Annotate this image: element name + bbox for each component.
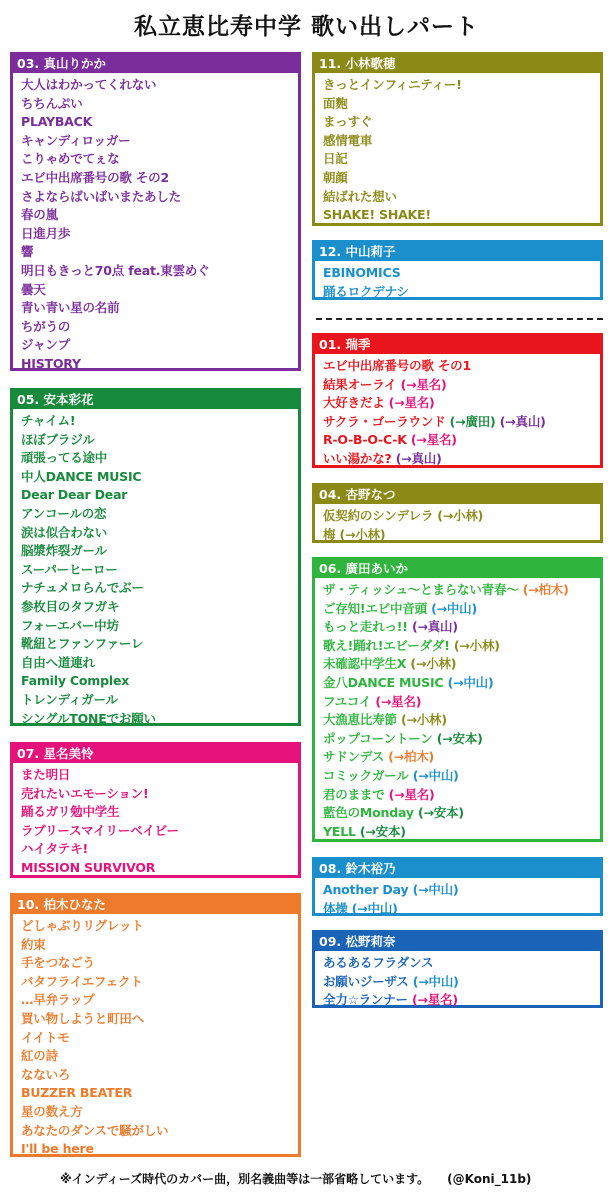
- member-header: 04. 杏野なつ: [315, 486, 600, 504]
- song-title: ラブリースマイリーベイビー: [21, 822, 179, 838]
- member-box-mirei: [10, 742, 301, 878]
- handover-ref: (→中山): [412, 882, 459, 897]
- handover-ref: (→真山): [411, 619, 458, 635]
- member-box-kaho: [312, 52, 603, 226]
- song-title: こりゃめでてぇな: [21, 151, 120, 167]
- handover-ref: (→星名): [411, 992, 458, 1008]
- song-item: [323, 823, 600, 842]
- song-title: 約束: [21, 936, 46, 952]
- song-title: 明日もきっと70点 feat.東雲めぐ: [21, 262, 210, 278]
- song-item: [21, 859, 298, 878]
- song-item: [21, 1140, 298, 1159]
- song-title: 響: [21, 244, 34, 260]
- song-title: 体操: [323, 900, 348, 916]
- song-item: [21, 822, 298, 841]
- song-title: ほぼブラジル: [21, 431, 95, 447]
- member-box-maayama: [10, 52, 301, 371]
- song-title: MISSION SURVIVOR: [21, 859, 156, 875]
- song-title: 結果オーライ: [323, 376, 397, 392]
- song-title: 金八DANCE MUSIC: [323, 674, 444, 690]
- song-title: 仮契約のシンデレラ: [323, 508, 434, 523]
- song-title: 大人はわかってくれない: [21, 77, 157, 92]
- song-title: チャイム!: [21, 413, 76, 428]
- song-title: HISTORY: [21, 355, 81, 371]
- song-item: [21, 281, 298, 300]
- member-box-mizuki: [312, 333, 603, 468]
- member-header: 07. 星名美怜: [13, 745, 298, 763]
- member-box-riko: [312, 240, 603, 300]
- handover-ref: (→小林): [453, 637, 500, 653]
- song-title: イイトモ: [21, 1029, 70, 1045]
- song-item: [21, 1122, 298, 1141]
- song-title: 感情電車: [323, 132, 373, 148]
- member-box-yuno: [312, 857, 603, 916]
- song-title: 全力☆ランナー: [323, 992, 408, 1008]
- member-header: 09. 松野莉奈: [315, 933, 600, 951]
- handover-ref: (→星名): [388, 786, 435, 802]
- handover-ref: (→真山): [499, 413, 546, 429]
- song-item: [21, 95, 298, 114]
- handover-ref: (→安本): [417, 805, 464, 821]
- member-header: 03. 真山りかか: [13, 55, 298, 73]
- song-title: フユコイ: [323, 693, 372, 709]
- song-item: [323, 206, 600, 225]
- song-item: [21, 505, 298, 524]
- handover-ref: (→星名): [410, 432, 457, 448]
- song-title: キャンディロッガー: [21, 132, 131, 148]
- song-item: [323, 132, 600, 151]
- song-title: あなたのダンスで騒がしい: [21, 1122, 169, 1138]
- song-title: ちちんぷい: [21, 95, 83, 111]
- song-item: [323, 637, 600, 656]
- song-item: [21, 225, 298, 244]
- song-title: I'll be here: [21, 1141, 94, 1157]
- song-title: どしゃぶりリグレット: [21, 918, 144, 933]
- song-item: [21, 262, 298, 281]
- song-item: [323, 95, 600, 114]
- song-title: コミックガール: [323, 767, 409, 783]
- page-title: 私立恵比寿中学 歌い出しパート: [133, 14, 479, 40]
- handover-ref: (→中山): [447, 674, 494, 690]
- member-box-aika: [312, 557, 603, 842]
- song-title: 梅: [323, 526, 336, 542]
- song-title: 涙は似合わない: [21, 524, 108, 540]
- song-item: [21, 486, 298, 505]
- handover-ref: (→安本): [436, 730, 483, 746]
- song-title: さよならばいばいまたあした: [21, 188, 181, 204]
- song-title: Family Complex: [21, 673, 130, 689]
- song-title: R-O-B-O-C-K: [323, 432, 407, 448]
- song-item: [323, 431, 600, 450]
- song-item: [323, 357, 600, 376]
- song-item: [323, 450, 600, 469]
- handover-ref: (→星名): [400, 376, 447, 392]
- song-item: [21, 524, 298, 543]
- song-item: [323, 748, 600, 767]
- song-title: 星の数え方: [21, 1103, 83, 1119]
- song-title: 脳漿炸裂ガール: [21, 543, 107, 559]
- song-title: エビ中出席番号の歌 その2: [21, 169, 169, 185]
- song-item: [21, 785, 298, 804]
- song-item: [323, 169, 600, 188]
- song-title: 日記: [323, 151, 348, 167]
- song-list: [315, 261, 600, 301]
- handover-ref: (→小林): [400, 712, 447, 728]
- song-item: [21, 1029, 298, 1048]
- song-item: [21, 917, 298, 936]
- song-title: あるあるフラダンス: [323, 955, 434, 970]
- song-title: 未確認中学生X: [323, 656, 407, 672]
- song-item: [323, 954, 600, 973]
- song-title: YELL: [323, 823, 356, 839]
- handover-ref: (→柏木): [522, 582, 569, 597]
- song-title: フォーエバー中坊: [21, 617, 119, 633]
- song-title: BUZZER BEATER: [21, 1085, 133, 1101]
- song-item: [323, 711, 600, 730]
- song-item: [21, 169, 298, 188]
- song-item: [21, 542, 298, 561]
- footer-note: ※インディーズ時代のカバー曲，別名義曲等は一部省略しています。: [60, 1172, 430, 1186]
- song-title: ジャンプ: [21, 337, 70, 353]
- handover-ref: (→廣田): [449, 413, 496, 429]
- song-list: [315, 578, 600, 841]
- song-title: 歌え!踊れ!エビーダダ!: [323, 637, 450, 653]
- song-title: サドンデス: [323, 749, 385, 765]
- song-list: [315, 878, 600, 918]
- song-title: ハイタテキ!: [21, 841, 89, 857]
- song-item: [21, 672, 298, 691]
- song-title: また明日: [21, 767, 71, 782]
- song-item: [323, 991, 600, 1010]
- song-title: 面麭: [323, 95, 348, 111]
- song-title: きっとインフィニティー!: [323, 77, 462, 92]
- footer-credit: (@Koni_11b): [447, 1172, 532, 1186]
- song-list: [13, 914, 298, 1159]
- song-title: 大好きだよ: [323, 395, 385, 411]
- song-title: 買い物しようと町田へ: [21, 1010, 145, 1026]
- song-item: [21, 412, 298, 431]
- song-item: [21, 598, 298, 617]
- song-item: [21, 76, 298, 95]
- song-item: [21, 973, 298, 992]
- song-item: [323, 413, 600, 432]
- song-title: アンコールの恋: [21, 505, 107, 521]
- song-title: 日進月歩: [21, 225, 71, 241]
- song-item: [323, 264, 600, 283]
- song-item: [323, 730, 600, 749]
- song-title: 藍色のMonday: [323, 805, 414, 821]
- song-item: [21, 113, 298, 132]
- song-item: [323, 655, 600, 674]
- song-item: [21, 1066, 298, 1085]
- song-item: [21, 318, 298, 337]
- song-title: お願いジーザス: [323, 973, 409, 989]
- song-item: [323, 900, 600, 919]
- song-item: [21, 243, 298, 262]
- song-title: 青い青い星の名前: [21, 300, 120, 316]
- song-title: 踊るロクデナシ: [323, 283, 409, 299]
- song-title: EBINOMICS: [323, 265, 401, 280]
- footer: [60, 1170, 531, 1187]
- song-list: [13, 73, 298, 374]
- song-title: スーパーヒーロー: [21, 561, 118, 577]
- handover-ref: (→小林): [410, 656, 457, 672]
- song-title: ご存知!エビ中音頭: [323, 600, 427, 616]
- handover-ref: (→中山): [412, 973, 459, 989]
- song-item: [21, 468, 298, 487]
- song-list: [315, 73, 600, 225]
- song-item: [21, 766, 298, 785]
- song-item: [21, 1047, 298, 1066]
- song-item: [323, 881, 600, 900]
- song-item: [21, 635, 298, 654]
- song-list: [315, 951, 600, 1010]
- song-item: [21, 691, 298, 710]
- member-box-hinata: [10, 893, 301, 1157]
- handover-ref: (→中山): [431, 600, 477, 616]
- song-title: 朝顔: [323, 169, 348, 185]
- song-title: ザ・ティッシュ～とまらない青春～: [323, 582, 519, 597]
- song-title: Another Day: [323, 882, 409, 897]
- song-item: [21, 355, 298, 374]
- member-header: 06. 廣田あいか: [315, 560, 600, 578]
- song-item: [21, 336, 298, 355]
- song-title: なないろ: [21, 1066, 71, 1082]
- handover-ref: (→星名): [388, 395, 435, 411]
- song-title: トレンディガール: [21, 691, 118, 707]
- song-title: 頑張ってる途中: [21, 450, 108, 466]
- song-title: もっと走れっ!!: [323, 619, 408, 635]
- song-item: [21, 710, 298, 729]
- song-title: 春の嵐: [21, 207, 58, 223]
- song-title: 紅の詩: [21, 1048, 58, 1064]
- song-item: [323, 283, 600, 302]
- song-item: [323, 76, 600, 95]
- song-item: [21, 299, 298, 318]
- song-title: 手をつなごう: [21, 955, 95, 971]
- song-item: [323, 693, 600, 712]
- song-title: 大漁恵比寿節: [323, 712, 397, 728]
- song-title: いい湯かな?: [323, 450, 392, 466]
- song-title: まっすぐ: [323, 114, 373, 130]
- handover-ref: (→小林): [339, 526, 386, 542]
- song-item: [323, 600, 600, 619]
- song-item: [21, 803, 298, 822]
- member-box-natsu: [312, 483, 603, 543]
- member-box-ayaka: [10, 388, 301, 726]
- song-item: [21, 132, 298, 151]
- member-box-rina: [312, 930, 603, 1008]
- song-item: [323, 804, 600, 823]
- song-item: [323, 376, 600, 395]
- song-item: [323, 674, 600, 693]
- song-title: PLAYBACK: [21, 114, 93, 130]
- song-item: [21, 449, 298, 468]
- song-title: SHAKE! SHAKE!: [323, 207, 431, 223]
- song-item: [21, 654, 298, 673]
- song-title: Dear Dear Dear: [21, 487, 128, 503]
- song-item: [21, 188, 298, 207]
- song-item: [323, 507, 600, 526]
- song-item: [323, 581, 600, 600]
- song-title: ポップコーントーン: [323, 730, 433, 746]
- song-item: [21, 840, 298, 859]
- song-title: 売れたいエモーション!: [21, 785, 149, 801]
- song-item: [21, 431, 298, 450]
- song-title: 結ばれた想い: [323, 188, 397, 204]
- handover-ref: (→中山): [412, 767, 459, 783]
- song-item: [323, 618, 600, 637]
- song-item: [323, 188, 600, 207]
- song-title: バタフライエフェクト: [21, 973, 143, 989]
- song-title: 君のままで: [323, 786, 385, 802]
- song-item: [323, 150, 600, 169]
- song-title: サクラ・ゴーラウンド: [323, 413, 446, 429]
- song-title: 参枚目のタフガキ: [21, 598, 120, 614]
- song-item: [21, 150, 298, 169]
- song-title: 自由へ道連れ: [21, 654, 95, 670]
- section-divider: [316, 318, 603, 320]
- handover-ref: (→中山): [351, 900, 398, 916]
- song-item: [21, 1103, 298, 1122]
- song-item: [323, 767, 600, 786]
- handover-ref: (→真山): [395, 450, 442, 466]
- song-title: エビ中出席番号の歌 その1: [323, 358, 471, 373]
- handover-ref: (→柏木): [388, 749, 435, 765]
- song-item: [21, 1084, 298, 1103]
- song-item: [21, 991, 298, 1010]
- song-item: [21, 954, 298, 973]
- song-title: 中人DANCE MUSIC: [21, 468, 142, 484]
- member-header: 10. 柏木ひなた: [13, 896, 298, 914]
- song-list: [13, 763, 298, 878]
- song-title: ちがうの: [21, 318, 71, 334]
- song-item: [323, 526, 600, 545]
- handover-ref: (→安本): [359, 823, 406, 839]
- song-title: 靴紐とファンファーレ: [21, 636, 144, 652]
- song-title: ナチュメロらんでぶー: [21, 580, 144, 596]
- song-title: …早弁ラップ: [21, 992, 95, 1008]
- song-item: [21, 206, 298, 225]
- song-item: [323, 113, 600, 132]
- song-title: 踊るガリ勉中学生: [21, 804, 120, 820]
- song-list: [13, 409, 298, 728]
- song-item: [323, 786, 600, 805]
- song-item: [323, 394, 600, 413]
- song-item: [21, 936, 298, 955]
- song-item: [21, 1010, 298, 1029]
- song-title: 曇天: [21, 281, 46, 297]
- song-list: [315, 504, 600, 544]
- member-header: 08. 鈴木裕乃: [315, 860, 600, 878]
- song-item: [21, 617, 298, 636]
- song-item: [21, 561, 298, 580]
- song-title: シングルTONEでお願い: [21, 710, 156, 726]
- handover-ref: (→星名): [375, 693, 422, 709]
- member-header: 01. 瑞季: [315, 336, 600, 354]
- song-item: [21, 579, 298, 598]
- song-list: [315, 354, 600, 469]
- member-header: 05. 安本彩花: [13, 391, 298, 409]
- handover-ref: (→小林): [437, 508, 484, 523]
- song-item: [323, 973, 600, 992]
- member-header: 12. 中山莉子: [315, 243, 600, 261]
- member-header: 11. 小林歌穂: [315, 55, 600, 73]
